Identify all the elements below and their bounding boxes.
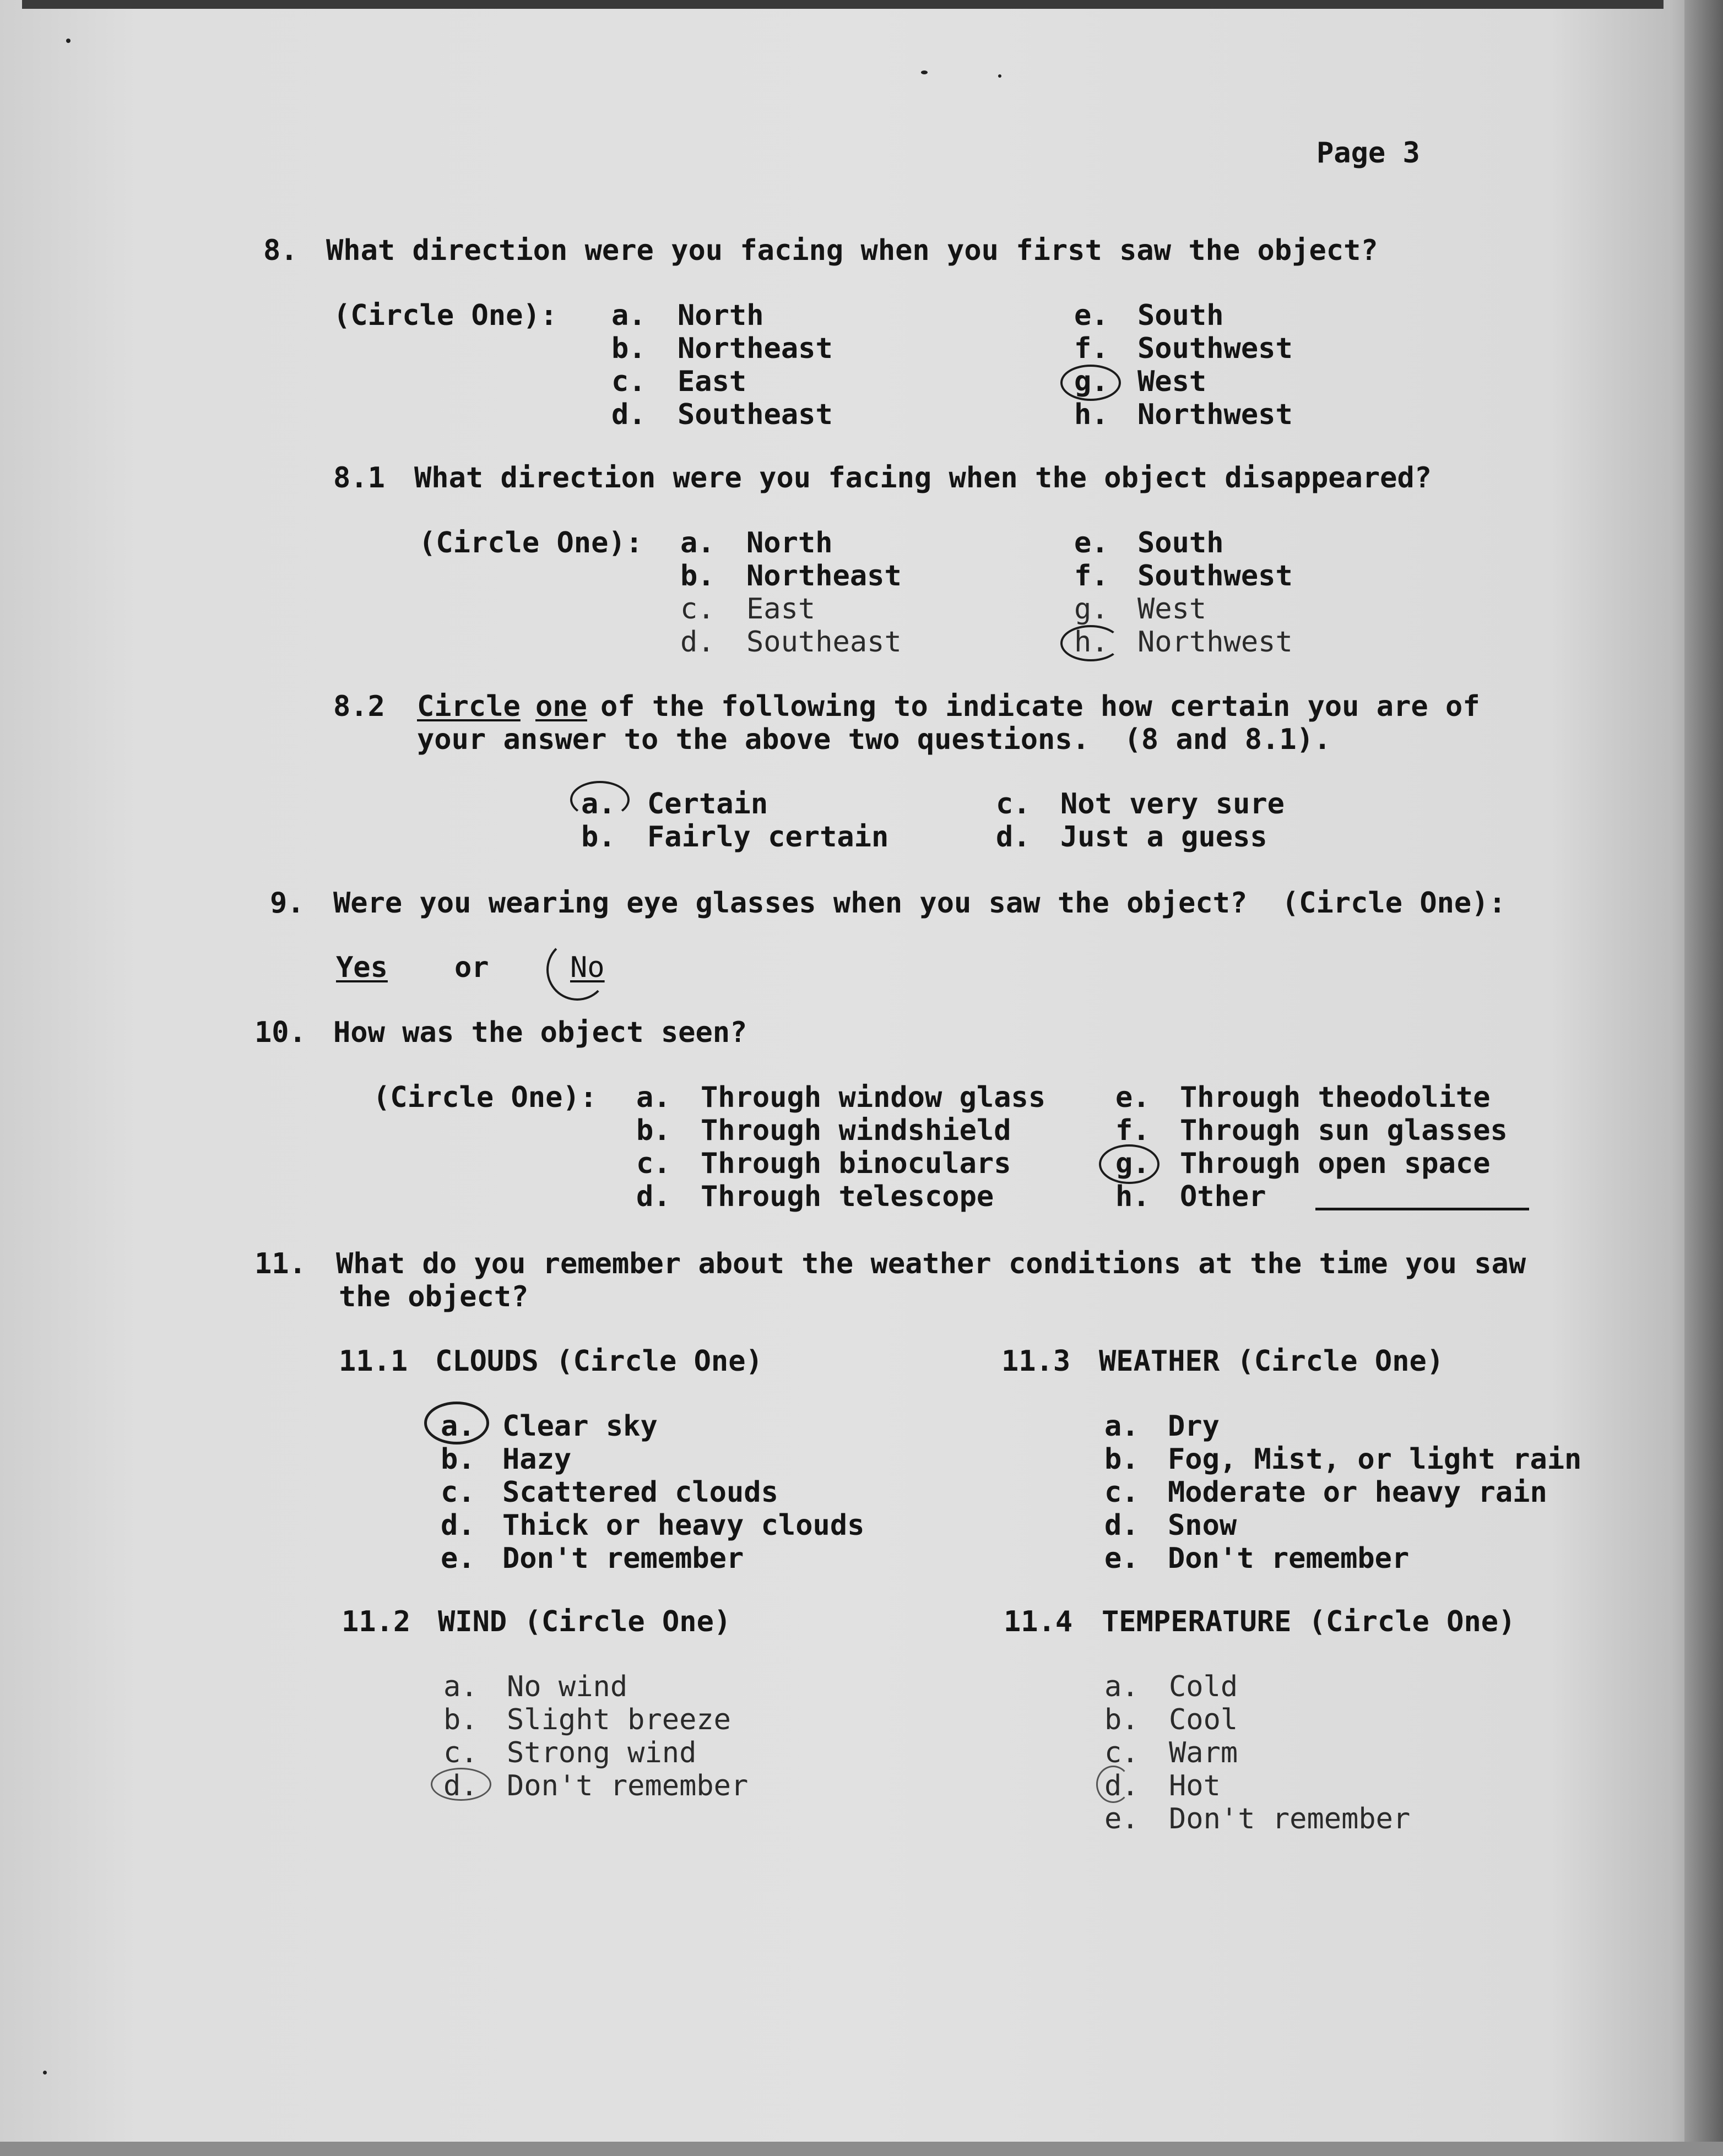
- q8-answer-circle: [1060, 365, 1121, 401]
- q8-option-b-label: Northeast: [678, 332, 833, 365]
- scan-speck: [921, 70, 928, 74]
- q8-option-h-label: Northwest: [1137, 398, 1293, 431]
- q11-1-number: 11.1: [339, 1345, 408, 1378]
- q8-1-answer-circle: [1060, 625, 1121, 661]
- page-number: Page 3: [1316, 137, 1420, 170]
- q11-4-option-e-letter[interactable]: e.: [1104, 1802, 1139, 1835]
- q11-4-option-b-label: Cool: [1169, 1703, 1238, 1736]
- q11-1-option-d-letter[interactable]: d.: [441, 1509, 475, 1542]
- q8-option-a-letter[interactable]: a.: [611, 299, 646, 332]
- q10-option-d-letter[interactable]: d.: [636, 1180, 671, 1213]
- q8-1-option-f-label: Southwest: [1137, 560, 1293, 593]
- q11-1-option-b-letter[interactable]: b.: [441, 1443, 475, 1476]
- q8-2-underlined-circle: Circle: [417, 690, 521, 723]
- q11-2-option-a-label: No wind: [507, 1670, 628, 1703]
- q11-question-line1: What do you remember about the weather conditions at the time you saw: [336, 1247, 1526, 1280]
- q8-1-option-e-label: South: [1137, 526, 1224, 560]
- q10-answer-circle: [1099, 1144, 1159, 1184]
- q11-4-answer-circle: [1096, 1766, 1130, 1803]
- q8-2-option-d-label: Just a guess: [1060, 821, 1267, 854]
- q11-2-option-d-letter[interactable]: d.: [443, 1769, 478, 1802]
- q10-option-d-label: Through telescope: [701, 1180, 994, 1213]
- q8-1-option-a-letter[interactable]: a.: [680, 526, 715, 560]
- q11-4-number: 11.4: [1004, 1605, 1073, 1638]
- q8-2-option-a-label: Certain: [647, 788, 768, 821]
- q11-2-title: WIND (Circle One): [438, 1605, 732, 1638]
- q10-option-b-letter[interactable]: b.: [636, 1114, 671, 1147]
- q11-1-option-e-letter[interactable]: e.: [441, 1542, 475, 1575]
- q9-no-option[interactable]: No: [570, 951, 605, 984]
- q11-3-option-b-label: Fog, Mist, or light rain: [1168, 1443, 1582, 1476]
- q8-option-h-letter[interactable]: h.: [1074, 398, 1109, 431]
- q10-option-f-label: Through sun glasses: [1180, 1114, 1508, 1147]
- q8-1-option-g-label: West: [1137, 593, 1207, 626]
- q11-1-option-d-label: Thick or heavy clouds: [502, 1509, 865, 1542]
- q10-instruction: (Circle One):: [373, 1081, 597, 1114]
- q8-1-option-b-label: Northeast: [746, 560, 902, 593]
- q11-4-option-c-label: Warm: [1169, 1736, 1238, 1769]
- q8-1-option-d-letter[interactable]: d.: [680, 626, 715, 659]
- q10-option-c-label: Through binoculars: [701, 1147, 1011, 1180]
- q8-option-c-label: East: [678, 365, 747, 398]
- q9-number: 9.: [270, 887, 305, 920]
- q11-4-title: TEMPERATURE (Circle One): [1102, 1605, 1516, 1638]
- q11-2-number: 11.2: [342, 1605, 411, 1638]
- q11-3-option-a-label: Dry: [1168, 1410, 1220, 1443]
- q8-1-option-b-letter[interactable]: b.: [680, 560, 715, 593]
- q8-1-option-g-letter[interactable]: g.: [1074, 593, 1109, 626]
- q10-other-blank-line[interactable]: [1315, 1208, 1529, 1210]
- q10-question: How was the object seen?: [333, 1016, 747, 1049]
- q11-1-answer-circle: [424, 1402, 489, 1444]
- q11-4-option-d-label: Hot: [1169, 1769, 1221, 1802]
- q8-question: What direction were you facing when you first saw the object?: [326, 234, 1378, 267]
- q11-3-option-d-letter[interactable]: d.: [1104, 1509, 1139, 1542]
- q8-1-option-f-letter[interactable]: f.: [1074, 560, 1109, 593]
- q11-question-line2: the object?: [339, 1280, 529, 1313]
- q11-1-option-a-label: Clear sky: [502, 1410, 658, 1443]
- q10-option-h-label: Other: [1180, 1180, 1266, 1213]
- q8-number: 8.: [263, 234, 298, 267]
- q8-2-underlined-one: one: [535, 690, 587, 723]
- q11-2-option-d-label: Don't remember: [507, 1769, 749, 1802]
- q8-2-question-line2: your answer to the above two questions. (8 and 8.1).: [417, 723, 1331, 756]
- scan-speck: [998, 74, 1001, 78]
- q11-number: 11.: [254, 1247, 306, 1280]
- q11-3-option-c-label: Moderate or heavy rain: [1168, 1476, 1547, 1509]
- scan-right-edge: [1684, 0, 1723, 2156]
- q8-1-option-e-letter[interactable]: e.: [1074, 526, 1109, 560]
- q10-option-e-letter[interactable]: e.: [1115, 1081, 1150, 1114]
- q8-option-g-letter[interactable]: g.: [1074, 365, 1109, 398]
- q11-2-option-c-label: Strong wind: [507, 1736, 697, 1769]
- q8-2-option-c-label: Not very sure: [1060, 788, 1285, 821]
- q8-option-e-label: South: [1137, 299, 1224, 332]
- q10-option-e-label: Through theodolite: [1180, 1081, 1491, 1114]
- scan-top-edge: [22, 0, 1664, 9]
- q11-3-title: WEATHER (Circle One): [1099, 1345, 1444, 1378]
- q8-2-option-b-label: Fairly certain: [647, 821, 889, 854]
- q8-1-option-a-label: North: [746, 526, 833, 560]
- q11-1-option-c-letter[interactable]: c.: [441, 1476, 475, 1509]
- q11-1-option-a-letter[interactable]: a.: [441, 1410, 475, 1443]
- q11-3-option-a-letter[interactable]: a.: [1104, 1410, 1139, 1443]
- q11-2-option-b-letter[interactable]: b.: [443, 1703, 478, 1736]
- q8-1-number: 8.1: [333, 461, 385, 495]
- q8-option-e-letter[interactable]: e.: [1074, 299, 1109, 332]
- q11-2-option-b-label: Slight breeze: [507, 1703, 731, 1736]
- q11-1-option-e-label: Don't remember: [502, 1542, 744, 1575]
- q8-2-answer-circle: [570, 781, 630, 818]
- q10-option-a-letter[interactable]: a.: [636, 1081, 671, 1114]
- q11-3-number: 11.3: [1001, 1345, 1071, 1378]
- q8-1-option-d-label: Southeast: [746, 626, 902, 659]
- q10-option-a-label: Through window glass: [701, 1081, 1046, 1114]
- q10-option-b-label: Through windshield: [701, 1114, 1011, 1147]
- scan-bottom-edge: [0, 2142, 1723, 2156]
- q9-answer-circle: [546, 939, 608, 1001]
- q9-or-text: or: [454, 951, 489, 984]
- q8-1-instruction: (Circle One):: [419, 526, 643, 560]
- q11-4-option-d-letter[interactable]: d.: [1104, 1769, 1139, 1802]
- q10-option-g-letter[interactable]: g.: [1115, 1147, 1150, 1180]
- q11-3-option-e-letter[interactable]: e.: [1104, 1542, 1139, 1575]
- q8-option-f-letter[interactable]: f.: [1074, 332, 1109, 365]
- q10-option-f-letter[interactable]: f.: [1115, 1114, 1150, 1147]
- q8-1-option-c-label: East: [746, 593, 816, 626]
- q11-1-option-c-label: Scattered clouds: [502, 1476, 778, 1509]
- q8-instruction: (Circle One):: [333, 299, 557, 332]
- q8-1-question: What direction were you facing when the object disappeared?: [414, 461, 1432, 495]
- q11-1-title: CLOUDS (Circle One): [435, 1345, 763, 1378]
- q8-2-option-c-letter[interactable]: c.: [996, 788, 1031, 821]
- q8-2-number: 8.2: [333, 690, 385, 723]
- q8-2-question-line1: of the following to indicate how certain you are of: [600, 690, 1480, 723]
- q11-4-option-a-label: Cold: [1169, 1670, 1238, 1703]
- q8-option-c-letter[interactable]: c.: [611, 365, 646, 398]
- q11-4-option-a-letter[interactable]: a.: [1104, 1670, 1139, 1703]
- q11-3-option-b-letter[interactable]: b.: [1104, 1443, 1139, 1476]
- q8-option-b-letter[interactable]: b.: [611, 332, 646, 365]
- q10-option-g-label: Through open space: [1180, 1147, 1491, 1180]
- q11-2-option-c-letter[interactable]: c.: [443, 1736, 478, 1769]
- q11-4-option-b-letter[interactable]: b.: [1104, 1703, 1139, 1736]
- q11-4-option-c-letter[interactable]: c.: [1104, 1736, 1139, 1769]
- q8-option-a-label: North: [678, 299, 764, 332]
- q11-3-option-e-label: Don't remember: [1168, 1542, 1410, 1575]
- q11-3-option-c-letter[interactable]: c.: [1104, 1476, 1139, 1509]
- scan-speck: [66, 39, 71, 43]
- q8-option-g-label: West: [1137, 365, 1207, 398]
- q8-option-d-label: Southeast: [678, 398, 833, 431]
- q8-2-option-a-letter[interactable]: a.: [581, 788, 616, 821]
- q11-2-option-a-letter[interactable]: a.: [443, 1670, 478, 1703]
- q11-3-option-d-label: Snow: [1168, 1509, 1237, 1542]
- q9-yes-option[interactable]: Yes: [336, 951, 388, 984]
- q10-number: 10.: [254, 1016, 306, 1049]
- q10-option-c-letter[interactable]: c.: [636, 1147, 671, 1180]
- q11-1-option-b-label: Hazy: [502, 1443, 572, 1476]
- q8-1-option-c-letter[interactable]: c.: [680, 593, 715, 626]
- q8-option-d-letter[interactable]: d.: [611, 398, 646, 431]
- q9-question: Were you wearing eye glasses when you saw the object? (Circle One):: [333, 887, 1506, 920]
- q8-2-option-b-letter[interactable]: b.: [581, 821, 616, 854]
- scan-speck: [43, 2071, 47, 2074]
- q8-2-option-d-letter[interactable]: d.: [996, 821, 1031, 854]
- q8-option-f-label: Southwest: [1137, 332, 1293, 365]
- q10-option-h-letter[interactable]: h.: [1115, 1180, 1150, 1213]
- q8-1-option-h-label: Northwest: [1137, 626, 1293, 659]
- q8-1-option-h-letter[interactable]: h.: [1074, 626, 1109, 659]
- q11-4-option-e-label: Don't remember: [1169, 1802, 1411, 1835]
- q11-2-answer-circle: [431, 1768, 491, 1801]
